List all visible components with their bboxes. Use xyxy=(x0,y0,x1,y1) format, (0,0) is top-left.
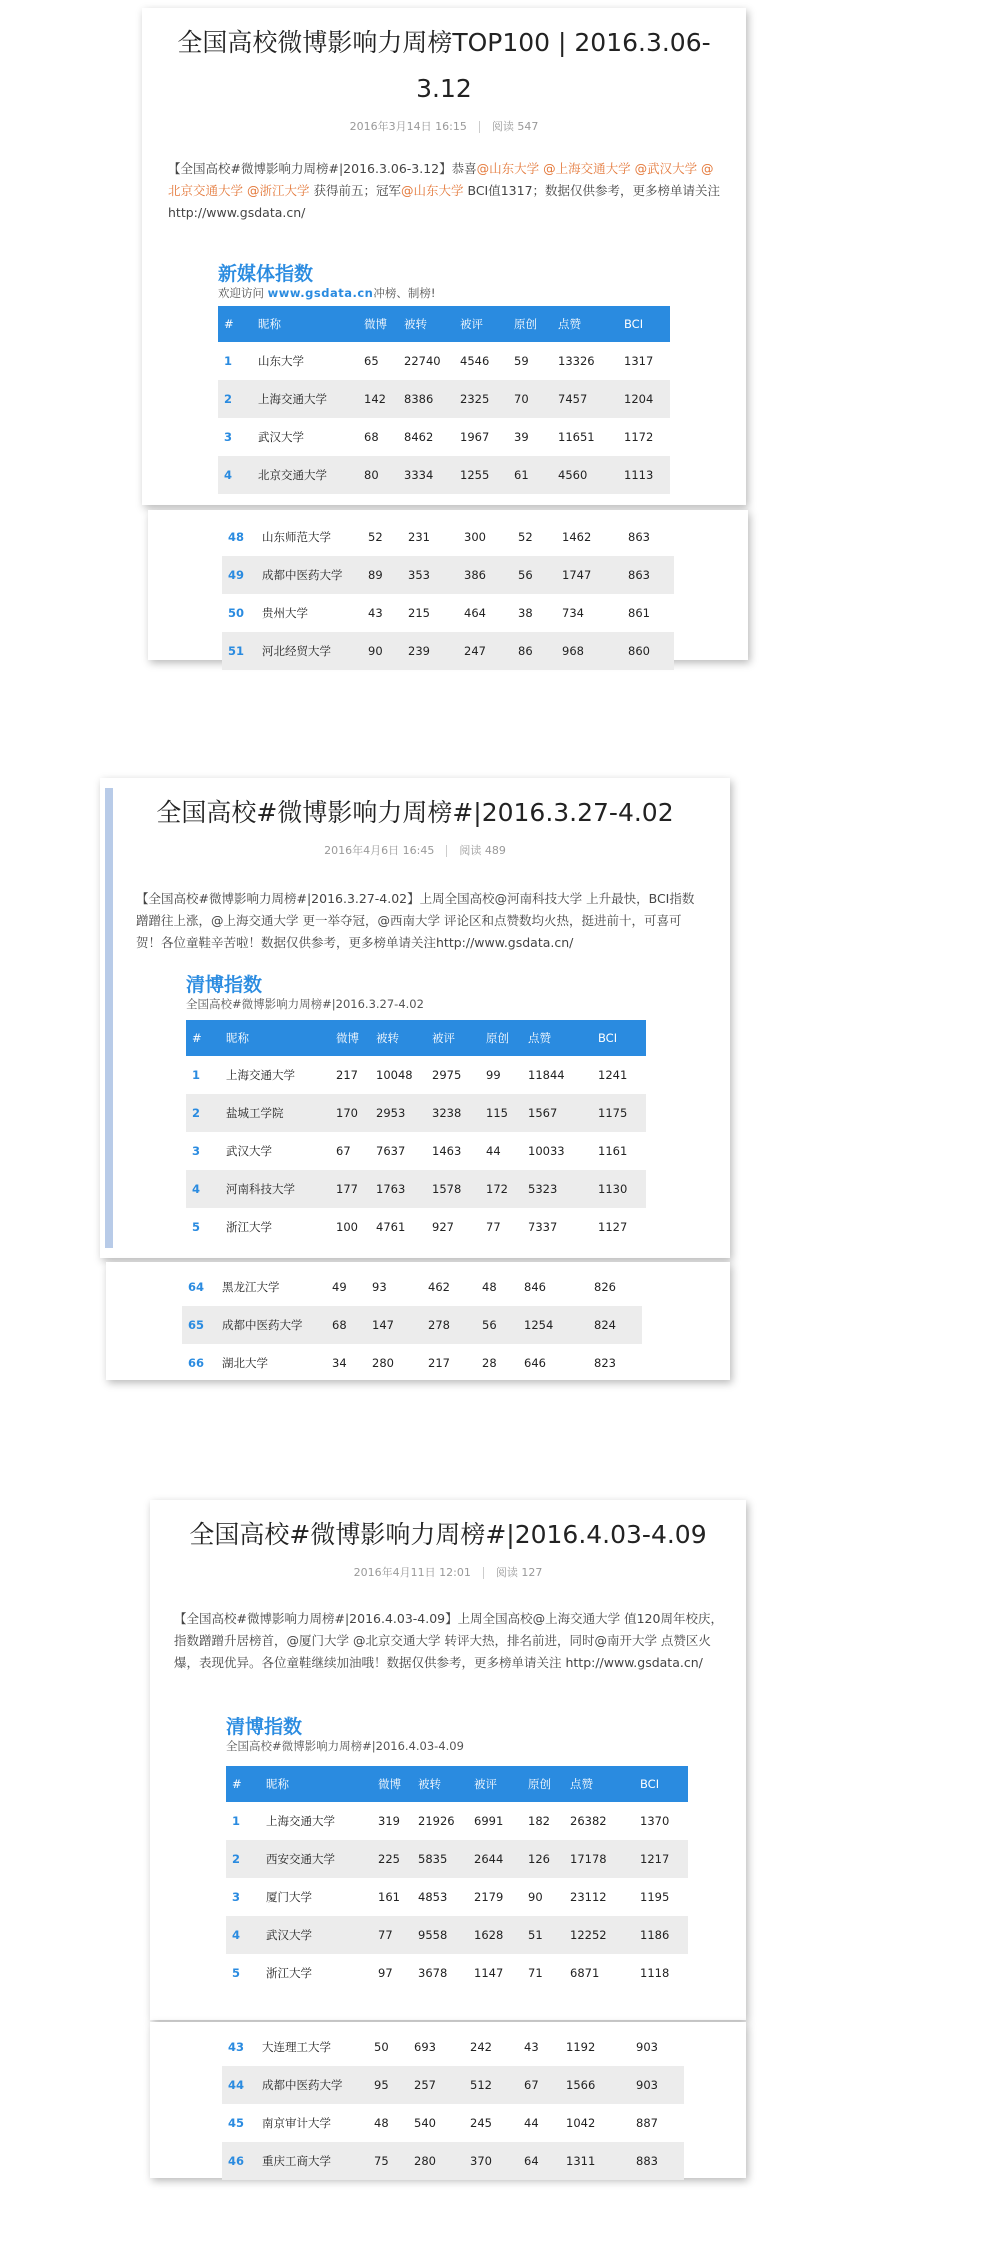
stat-cell: 824 xyxy=(588,1306,642,1344)
article-card-2 xyxy=(100,778,730,1258)
mention-link[interactable]: @山东大学 xyxy=(400,183,464,198)
school-name-cell: 北京交通大学 xyxy=(252,456,358,494)
column-header: 点赞 xyxy=(522,1020,592,1056)
stat-cell: 172 xyxy=(480,1170,522,1208)
column-header: 原创 xyxy=(508,306,552,342)
stat-cell: 5323 xyxy=(522,1170,592,1208)
column-header: 被评 xyxy=(468,1766,522,1802)
stat-cell: 225 xyxy=(372,1840,412,1878)
stat-cell: 99 xyxy=(486,1068,501,1082)
stat-cell: 12252 xyxy=(564,1916,634,1954)
stat-cell: 43 xyxy=(368,606,383,620)
stat-cell: 280 xyxy=(408,2142,464,2180)
table-header-row xyxy=(186,1020,646,1056)
rank-cell: 5 xyxy=(232,1966,241,1980)
table-row xyxy=(222,632,674,670)
stat-cell: 68 xyxy=(326,1306,366,1344)
column-header: # xyxy=(226,1766,260,1802)
table-row xyxy=(182,1344,642,1382)
stat-cell: 90 xyxy=(528,1890,543,1904)
article-card-3 xyxy=(150,1500,746,2020)
school-name-cell: 上海交通大学 xyxy=(226,1068,295,1082)
stat-cell: 1217 xyxy=(634,1840,688,1878)
stat-cell: 11844 xyxy=(528,1068,565,1082)
stat-cell: 1317 xyxy=(624,354,654,368)
stat-cell: 59 xyxy=(514,354,529,368)
stat-cell: 3678 xyxy=(418,1966,448,1980)
stat-cell: 247 xyxy=(458,632,512,670)
column-header: 点赞 xyxy=(564,1766,634,1802)
rank-cell: 44 xyxy=(222,2066,256,2104)
stat-cell: 1311 xyxy=(560,2142,630,2180)
stat-cell: 353 xyxy=(402,556,458,594)
stat-cell: 11651 xyxy=(558,430,595,444)
stat-cell: 71 xyxy=(528,1966,543,1980)
rank-cell: 4 xyxy=(226,1916,260,1954)
stat-cell: 2644 xyxy=(468,1840,522,1878)
table-row xyxy=(226,1840,688,1878)
stat-cell: 67 xyxy=(518,2066,560,2104)
stat-cell: 90 xyxy=(362,632,402,670)
stat-cell: 217 xyxy=(428,1356,450,1370)
stat-cell: 1127 xyxy=(598,1220,628,1234)
column-header: BCI xyxy=(618,306,670,342)
rank-cell: 43 xyxy=(228,2040,245,2054)
school-name-cell: 河北经贸大学 xyxy=(256,632,362,670)
stat-cell: 1628 xyxy=(468,1916,522,1954)
rank-cell: 46 xyxy=(222,2142,256,2180)
stat-cell: 846 xyxy=(524,1280,546,1294)
stat-cell: 65 xyxy=(364,354,379,368)
stat-cell: 1254 xyxy=(518,1306,588,1344)
stat-cell: 462 xyxy=(428,1280,450,1294)
school-name-cell: 武汉大学 xyxy=(260,1916,372,1954)
stat-cell: 245 xyxy=(470,2116,492,2130)
table-header-row xyxy=(218,306,670,342)
table-row xyxy=(226,1802,688,1840)
stat-cell: 77 xyxy=(372,1916,412,1954)
stat-cell: 10033 xyxy=(528,1144,565,1158)
article-title: 全国高校#微博影响力周榜#|2016.4.03-4.09 xyxy=(189,1520,707,1549)
school-name-cell: 重庆工商大学 xyxy=(256,2142,368,2180)
stat-cell: 10048 xyxy=(376,1068,413,1082)
stat-cell: 300 xyxy=(464,530,486,544)
table-row xyxy=(218,342,670,380)
stat-cell: 93 xyxy=(372,1280,387,1294)
stat-cell: 52 xyxy=(518,530,533,544)
stat-cell: 43 xyxy=(524,2040,539,2054)
stat-cell: 13326 xyxy=(558,354,595,368)
stat-cell: 239 xyxy=(402,632,458,670)
stat-cell: 1763 xyxy=(370,1170,426,1208)
table-row xyxy=(182,1306,642,1344)
stat-cell: 39 xyxy=(514,430,529,444)
rank-cell: 50 xyxy=(228,606,245,620)
school-name-cell: 成都中医药大学 xyxy=(256,2066,368,2104)
stat-cell: 1192 xyxy=(566,2040,596,2054)
stat-cell: 4546 xyxy=(460,354,490,368)
stat-cell: 693 xyxy=(414,2040,436,2054)
stat-cell: 6991 xyxy=(474,1814,504,1828)
stat-cell: 464 xyxy=(464,606,486,620)
stat-cell: 126 xyxy=(522,1840,564,1878)
ranking-table-tail xyxy=(222,2028,684,2180)
ranking-tail-card-3 xyxy=(150,2022,746,2178)
column-header: 昵称 xyxy=(260,1766,372,1802)
intro-text: 【全国高校#微博影响力周榜#|2016.3.06-3.12】恭喜@山东大学 @上海交通大学 @武汉大学 @北京交通大学 @浙江大学 获得前五；冠军@山东大学 BCI值1317；数据仅供参考，更多榜单请关注 http://www.gsdata.cn/ xyxy=(168,161,721,220)
stat-cell: 182 xyxy=(528,1814,550,1828)
stat-cell: 280 xyxy=(372,1356,394,1370)
column-header: 被转 xyxy=(412,1766,468,1802)
stat-cell: 1578 xyxy=(426,1170,480,1208)
school-name-cell: 湖北大学 xyxy=(222,1356,268,1370)
article-title: 全国高校微博影响力周榜TOP100 | 2016.3.06- 3.12 xyxy=(177,28,711,103)
stat-cell: 903 xyxy=(636,2040,658,2054)
stat-cell: 1130 xyxy=(592,1170,646,1208)
table-row xyxy=(186,1208,646,1246)
school-name-cell: 成都中医药大学 xyxy=(256,556,362,594)
stat-cell: 147 xyxy=(366,1306,422,1344)
ranking-table xyxy=(226,1766,688,1992)
stat-cell: 6871 xyxy=(570,1966,600,1980)
school-name-cell: 厦门大学 xyxy=(266,1890,312,1904)
column-header: 微博 xyxy=(330,1020,370,1056)
rank-cell: 66 xyxy=(188,1356,205,1370)
stat-cell: 67 xyxy=(336,1144,351,1158)
stat-cell: 34 xyxy=(332,1356,347,1370)
rank-cell: 45 xyxy=(228,2116,245,2130)
table-row xyxy=(222,2104,684,2142)
stat-cell: 2953 xyxy=(370,1094,426,1132)
table-row xyxy=(222,2028,684,2066)
stat-cell: 861 xyxy=(628,606,650,620)
rank-cell: 2 xyxy=(218,380,252,418)
table-row xyxy=(222,594,674,632)
stat-cell: 1186 xyxy=(634,1916,688,1954)
school-name-cell: 盐城工学院 xyxy=(220,1094,330,1132)
stat-cell: 38 xyxy=(518,606,533,620)
ranking-tail-card-2 xyxy=(106,1262,730,1380)
school-name-cell: 武汉大学 xyxy=(258,430,304,444)
table-row xyxy=(218,380,670,418)
stat-cell: 215 xyxy=(408,606,430,620)
stat-cell: 370 xyxy=(464,2142,518,2180)
ranking-table-tail xyxy=(222,518,674,670)
column-header: 被评 xyxy=(426,1020,480,1056)
rank-cell: 51 xyxy=(222,632,256,670)
stat-cell: 21926 xyxy=(418,1814,455,1828)
stat-cell: 177 xyxy=(330,1170,370,1208)
stat-cell: 1747 xyxy=(556,556,622,594)
ranking-table xyxy=(218,306,670,494)
stat-cell: 50 xyxy=(374,2040,389,2054)
stat-cell: 883 xyxy=(630,2142,684,2180)
school-name-cell: 浙江大学 xyxy=(266,1966,312,1980)
table-row xyxy=(186,1094,646,1132)
table-row xyxy=(226,1916,688,1954)
column-header: BCI xyxy=(592,1020,646,1056)
stat-cell: 1241 xyxy=(598,1068,628,1082)
school-name-cell: 山东大学 xyxy=(258,354,304,368)
stat-cell: 70 xyxy=(508,380,552,418)
stat-cell: 7457 xyxy=(552,380,618,418)
article-meta xyxy=(170,1564,726,1580)
stat-cell: 386 xyxy=(458,556,512,594)
stat-cell: 823 xyxy=(594,1356,616,1370)
stat-cell: 23112 xyxy=(570,1890,607,1904)
stat-cell: 170 xyxy=(330,1094,370,1132)
column-header: 被评 xyxy=(454,306,508,342)
stat-cell: 56 xyxy=(512,556,556,594)
school-name-cell: 西安交通大学 xyxy=(260,1840,372,1878)
intro-text: 【全国高校#微博影响力周榜#|2016.3.27-4.02】上周全国高校@河南科技大学 上升最快，BCI指数蹭蹭往上涨，@上海交通大学 更一举夺冠，@西南大学 评论区和点赞数均火热，挺进前十，可喜可贺！各位童鞋辛苦啦！数据仅供参考，更多榜单请关注http://www.gsdata.cn/ xyxy=(136,891,695,950)
stat-cell: 1147 xyxy=(474,1966,504,1980)
table-row xyxy=(222,556,674,594)
table-row xyxy=(222,2066,684,2104)
stat-cell: 903 xyxy=(630,2066,684,2104)
stat-cell: 44 xyxy=(486,1144,501,1158)
article-meta xyxy=(162,118,726,134)
stat-cell: 77 xyxy=(486,1220,501,1234)
intro-text: 【全国高校#微博影响力周榜#|2016.4.03-4.09】上周全国高校@上海交通大学 值120周年校庆，指数蹭蹭升居榜首，@厦门大学 @北京交通大学 转评大热，排名前进，同时@南开大学 点赞区火爆，表现优异。各位童鞋继续加油哦！数据仅供参考，更多榜单请关注 http://www.gsdata.cn/ xyxy=(174,1611,723,1670)
school-name-cell: 河南科技大学 xyxy=(220,1170,330,1208)
stat-cell: 22740 xyxy=(404,354,441,368)
stat-cell: 540 xyxy=(414,2116,436,2130)
left-accent-bar xyxy=(105,788,113,1248)
stat-cell: 860 xyxy=(622,632,674,670)
stat-cell: 1462 xyxy=(562,530,592,544)
stat-cell: 1042 xyxy=(566,2116,596,2130)
stat-cell: 48 xyxy=(374,2116,389,2130)
rank-cell: 4 xyxy=(186,1170,220,1208)
rank-cell: 1 xyxy=(192,1068,201,1082)
stat-cell: 257 xyxy=(408,2066,464,2104)
table-row xyxy=(186,1056,646,1094)
stat-cell: 86 xyxy=(512,632,556,670)
column-header: BCI xyxy=(634,1766,688,1802)
stat-cell: 61 xyxy=(508,456,552,494)
school-name-cell: 山东师范大学 xyxy=(262,530,331,544)
school-name-cell: 南京审计大学 xyxy=(262,2116,331,2130)
stat-cell: 2325 xyxy=(454,380,508,418)
school-name-cell: 贵州大学 xyxy=(262,606,308,620)
gsdata-link[interactable]: www.gsdata.cn xyxy=(267,286,374,300)
stat-cell: 44 xyxy=(524,2116,539,2130)
table-row xyxy=(222,518,674,556)
rank-cell: 64 xyxy=(188,1280,205,1294)
stat-cell: 75 xyxy=(368,2142,408,2180)
stat-cell: 4560 xyxy=(552,456,618,494)
stat-cell: 3238 xyxy=(426,1094,480,1132)
stat-cell: 3334 xyxy=(398,456,454,494)
column-header: 原创 xyxy=(480,1020,522,1056)
column-header: 微博 xyxy=(372,1766,412,1802)
index-title: 新媒体指数 xyxy=(218,263,314,285)
column-header: 昵称 xyxy=(252,306,358,342)
stat-cell: 1370 xyxy=(640,1814,670,1828)
index-subtitle: 欢迎访问 www.gsdata.cn冲榜、制榜! xyxy=(218,286,436,300)
stat-cell: 7637 xyxy=(376,1144,406,1158)
publish-date: 2016年4月11日 12:01 xyxy=(353,1566,471,1579)
school-name-cell: 上海交通大学 xyxy=(252,380,358,418)
table-row xyxy=(226,1954,688,1992)
stat-cell: 28 xyxy=(482,1356,497,1370)
column-header: 昵称 xyxy=(220,1020,330,1056)
stat-cell: 51 xyxy=(522,1916,564,1954)
stat-cell: 217 xyxy=(336,1068,358,1082)
ranking-tail-card-1 xyxy=(148,510,748,660)
stat-cell: 1255 xyxy=(454,456,508,494)
stat-cell: 89 xyxy=(362,556,402,594)
school-name-cell: 成都中医药大学 xyxy=(216,1306,326,1344)
read-count: 阅读 127 xyxy=(495,1566,543,1579)
table-header-row xyxy=(226,1766,688,1802)
mention-link[interactable]: @山东大学 @上海交通大学 @武汉大学 @北京交通大学 @浙江大学 xyxy=(168,161,714,198)
stat-cell: 1566 xyxy=(560,2066,630,2104)
table-row xyxy=(182,1268,642,1306)
stat-cell: 231 xyxy=(408,530,430,544)
stat-cell: 5835 xyxy=(412,1840,468,1878)
stat-cell: 142 xyxy=(358,380,398,418)
stat-cell: 1195 xyxy=(640,1890,670,1904)
stat-cell: 26382 xyxy=(570,1814,607,1828)
rank-cell: 3 xyxy=(192,1144,201,1158)
column-header: 被转 xyxy=(398,306,454,342)
table-row xyxy=(218,456,670,494)
stat-cell: 2975 xyxy=(432,1068,462,1082)
stat-cell: 927 xyxy=(432,1220,454,1234)
stat-cell: 278 xyxy=(422,1306,476,1344)
stat-cell: 863 xyxy=(628,530,650,544)
rank-cell: 65 xyxy=(182,1306,216,1344)
table-row xyxy=(218,418,670,456)
stat-cell: 49 xyxy=(332,1280,347,1294)
stat-cell: 17178 xyxy=(564,1840,634,1878)
stat-cell: 319 xyxy=(378,1814,400,1828)
stat-cell: 8386 xyxy=(398,380,454,418)
stat-cell: 1204 xyxy=(618,380,670,418)
column-header: 点赞 xyxy=(552,306,618,342)
stat-cell: 97 xyxy=(378,1966,393,1980)
stat-cell: 80 xyxy=(358,456,398,494)
table-row xyxy=(226,1878,688,1916)
stat-cell: 4853 xyxy=(418,1890,448,1904)
stat-cell: 1967 xyxy=(460,430,490,444)
rank-cell: 49 xyxy=(222,556,256,594)
index-title: 清博指数 xyxy=(186,974,263,996)
stat-cell: 1118 xyxy=(640,1966,670,1980)
article-card-1 xyxy=(142,8,746,505)
stat-cell: 512 xyxy=(464,2066,518,2104)
stat-cell: 968 xyxy=(556,632,622,670)
index-subtitle: 全国高校#微博影响力周榜#|2016.4.03-4.09 xyxy=(226,1739,464,1753)
stat-cell: 646 xyxy=(524,1356,546,1370)
stat-cell: 734 xyxy=(562,606,584,620)
rank-cell: 3 xyxy=(232,1890,241,1904)
stat-cell: 1567 xyxy=(522,1094,592,1132)
stat-cell: 1172 xyxy=(624,430,654,444)
ranking-table-tail xyxy=(182,1268,642,1382)
stat-cell: 68 xyxy=(364,430,379,444)
table-row xyxy=(222,2142,684,2180)
school-name-cell: 大连理工大学 xyxy=(262,2040,331,2054)
column-header: # xyxy=(218,306,252,342)
read-count: 阅读 489 xyxy=(459,844,506,857)
rank-cell: 5 xyxy=(192,1220,201,1234)
article-title: 全国高校#微博影响力周榜#|2016.3.27-4.02 xyxy=(156,798,674,827)
rank-cell: 2 xyxy=(186,1094,220,1132)
stat-cell: 1113 xyxy=(618,456,670,494)
stat-cell: 7337 xyxy=(528,1220,558,1234)
stat-cell: 1161 xyxy=(598,1144,628,1158)
rank-cell: 3 xyxy=(224,430,233,444)
school-name-cell: 武汉大学 xyxy=(226,1144,272,1158)
stat-cell: 826 xyxy=(594,1280,616,1294)
rank-cell: 2 xyxy=(226,1840,260,1878)
column-header: 被转 xyxy=(370,1020,426,1056)
stat-cell: 161 xyxy=(378,1890,400,1904)
stat-cell: 863 xyxy=(622,556,674,594)
stat-cell: 1175 xyxy=(592,1094,646,1132)
school-name-cell: 黑龙江大学 xyxy=(222,1280,280,1294)
read-count: 阅读 547 xyxy=(491,120,539,133)
school-name-cell: 上海交通大学 xyxy=(266,1814,335,1828)
stat-cell: 1463 xyxy=(432,1144,462,1158)
publish-date: 2016年3月14日 16:15 xyxy=(349,120,467,133)
stat-cell: 887 xyxy=(636,2116,658,2130)
stat-cell: 52 xyxy=(368,530,383,544)
rank-cell: 4 xyxy=(218,456,252,494)
rank-cell: 1 xyxy=(224,354,233,368)
table-row xyxy=(186,1170,646,1208)
index-title: 清博指数 xyxy=(226,1716,303,1738)
index-subtitle: 全国高校#微博影响力周榜#|2016.3.27-4.02 xyxy=(186,997,424,1011)
stat-cell: 4761 xyxy=(376,1220,406,1234)
column-header: # xyxy=(186,1020,220,1056)
stat-cell: 95 xyxy=(368,2066,408,2104)
stat-cell: 115 xyxy=(480,1094,522,1132)
ranking-table xyxy=(186,1020,646,1246)
stat-cell: 2179 xyxy=(474,1890,504,1904)
school-name-cell: 浙江大学 xyxy=(226,1220,272,1234)
publish-date: 2016年4月6日 16:45 xyxy=(324,844,435,857)
stat-cell: 64 xyxy=(518,2142,560,2180)
article-meta xyxy=(120,842,710,858)
stat-cell: 56 xyxy=(476,1306,518,1344)
column-header: 原创 xyxy=(522,1766,564,1802)
stat-cell: 242 xyxy=(470,2040,492,2054)
stat-cell: 9558 xyxy=(412,1916,468,1954)
stat-cell: 48 xyxy=(482,1280,497,1294)
column-header: 微博 xyxy=(358,306,398,342)
stat-cell: 100 xyxy=(336,1220,358,1234)
rank-cell: 1 xyxy=(232,1814,241,1828)
stat-cell: 8462 xyxy=(404,430,434,444)
table-row xyxy=(186,1132,646,1170)
rank-cell: 48 xyxy=(228,530,245,544)
